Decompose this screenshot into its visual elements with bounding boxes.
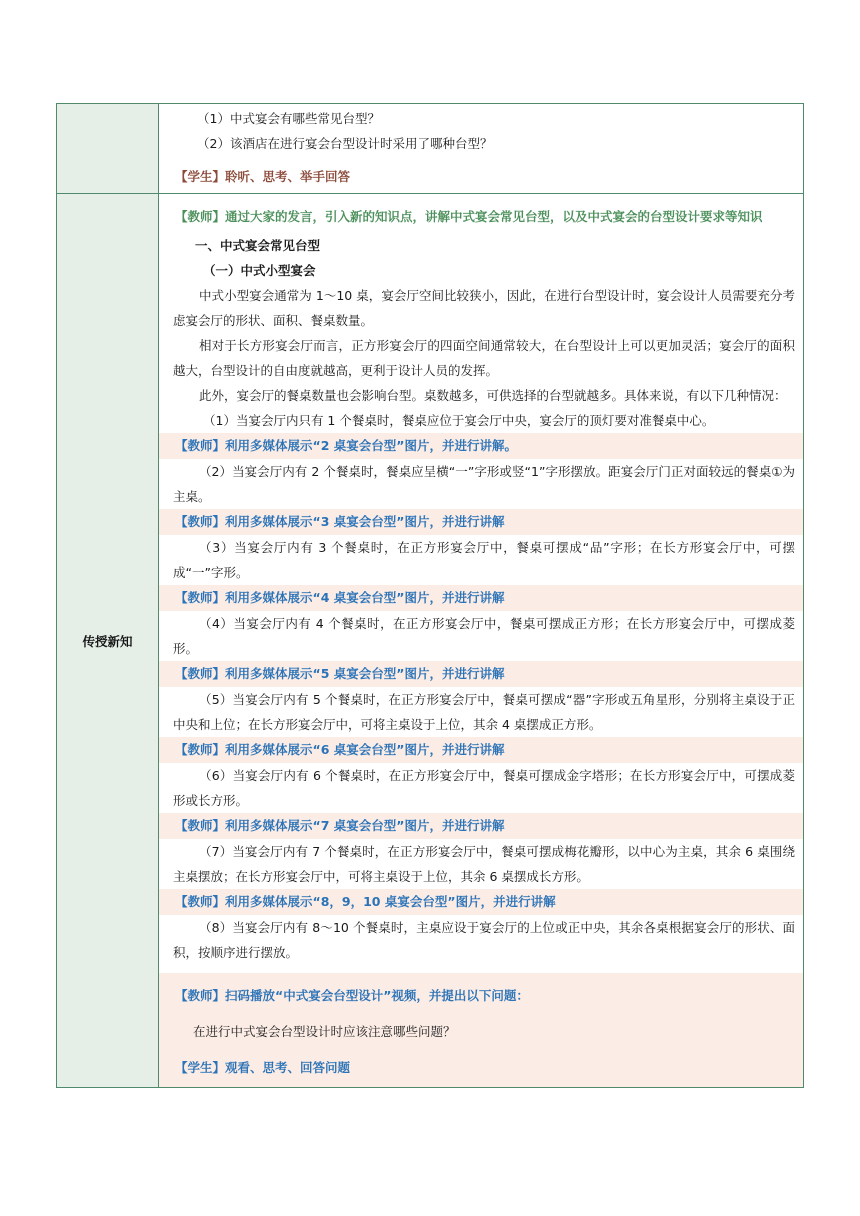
case-item: （7）当宴会厅内有 7 个餐桌时，在正方形宴会厅中，餐桌可摆成梅花瓣形，以中心为主桌，其余 6 桌围绕主桌摆放；在长方形宴会厅中，可将主桌设于上位，其余 6 桌摆成长方形。 bbox=[173, 844, 795, 884]
case-item: （4）当宴会厅内有 4 个餐桌时，在正方形宴会厅中，餐桌可摆成正方形；在长方形宴会厅中，可摆成菱形。 bbox=[173, 616, 795, 656]
case-item: （6）当宴会厅内有 6 个餐桌时，在正方形宴会厅中，餐桌可摆成金字塔形；在长方形宴会厅中，可摆成菱形或长方形。 bbox=[173, 768, 795, 808]
content-cell bbox=[159, 104, 804, 194]
case-item: （2）当宴会厅内有 2 个餐桌时，餐桌应呈横“一”字形或竖“1”字形摆放。距宴会厅门正对面较远的餐桌①为主桌。 bbox=[173, 464, 795, 504]
subsection-heading: （一）中式小型宴会 bbox=[203, 263, 316, 278]
teacher-media-note: 【教师】利用多媒体展示“7 桌宴会台型”图片，并进行讲解 bbox=[159, 813, 803, 839]
teacher-media-note: 【教师】利用多媒体展示“3 桌宴会台型”图片，并进行讲解 bbox=[159, 509, 803, 535]
question-1: （1）中式宴会有哪些常见台型？ bbox=[197, 111, 380, 126]
paragraph: 中式小型宴会通常为 1～10 桌，宴会厅空间比较狭小，因此，在进行台型设计时，宴会设计人员需要充分考虑宴会厅的形状、面积、餐桌数量。 bbox=[173, 288, 795, 328]
case-item: （5）当宴会厅内有 5 个餐桌时，在正方形宴会厅中，餐桌可摆成“器”字形或五角星形，分别将主桌设于正中央和上位；在长方形宴会厅中，可将主桌设于上位，其余 4 桌摆成正方形。 bbox=[173, 692, 795, 732]
student-activity: 【学生】聆听、思考、举手回答 bbox=[175, 169, 351, 184]
teacher-video-note: 【教师】扫码播放“中式宴会台型设计”视频，并提出以下问题： bbox=[175, 988, 529, 1003]
teacher-intro: 【教师】通过大家的发言，引入新的知识点，讲解中式宴会常见台型，以及中式宴会的台型设计要求等知识 bbox=[175, 209, 763, 224]
teacher-media-note: 【教师】利用多媒体展示“4 桌宴会台型”图片，并进行讲解 bbox=[159, 585, 803, 611]
table-row bbox=[57, 104, 804, 194]
teacher-media-note: 【教师】利用多媒体展示“8，9，10 桌宴会台型”图片，并进行讲解 bbox=[159, 889, 803, 915]
content-cell bbox=[159, 194, 804, 1088]
case-item: （1）当宴会厅内只有 1 个餐桌时，餐桌应位于宴会厅中央，宴会厅的顶灯要对准餐桌中心。 bbox=[203, 413, 715, 428]
question-2: （2）该酒店在进行宴会台型设计时采用了哪种台型？ bbox=[197, 136, 493, 151]
teacher-media-note: 【教师】利用多媒体展示“2 桌宴会台型”图片，并进行讲解。 bbox=[159, 433, 803, 459]
row-label: 传授新知 bbox=[57, 194, 159, 1088]
teacher-media-note: 【教师】利用多媒体展示“6 桌宴会台型”图片，并进行讲解 bbox=[159, 737, 803, 763]
case-item: （3）当宴会厅内有 3 个餐桌时，在正方形宴会厅中，餐桌可摆成“品”字形；在长方形宴会厅中，可摆成“一”字形。 bbox=[173, 540, 795, 580]
student-activity: 【学生】观看、思考、回答问题 bbox=[175, 1060, 351, 1075]
row-label-empty bbox=[57, 104, 159, 194]
teacher-media-note: 【教师】利用多媒体展示“5 桌宴会台型”图片，并进行讲解 bbox=[159, 661, 803, 687]
video-question: 在进行中式宴会台型设计时应该注意哪些问题？ bbox=[193, 1024, 456, 1039]
paragraph: 相对于长方形宴会厅而言，正方形宴会厅的四面空间通常较大，在台型设计上可以更加灵活；宴会厅的面积越大，台型设计的自由度就越高，更利于设计人员的发挥。 bbox=[173, 338, 795, 378]
video-activity-block bbox=[159, 973, 803, 1087]
table-row bbox=[57, 194, 804, 1088]
case-item: （8）当宴会厅内有 8～10 个餐桌时，主桌应设于宴会厅的上位或正中央，其余各桌根据宴会厅的形状、面积，按顺序进行摆放。 bbox=[173, 920, 795, 960]
lesson-table bbox=[56, 103, 804, 1088]
section-heading: 一、中式宴会常见台型 bbox=[195, 238, 321, 253]
paragraph: 此外，宴会厅的餐桌数量也会影响台型。桌数越多，可供选择的台型就越多。具体来说，有以下几种情况： bbox=[199, 388, 787, 403]
